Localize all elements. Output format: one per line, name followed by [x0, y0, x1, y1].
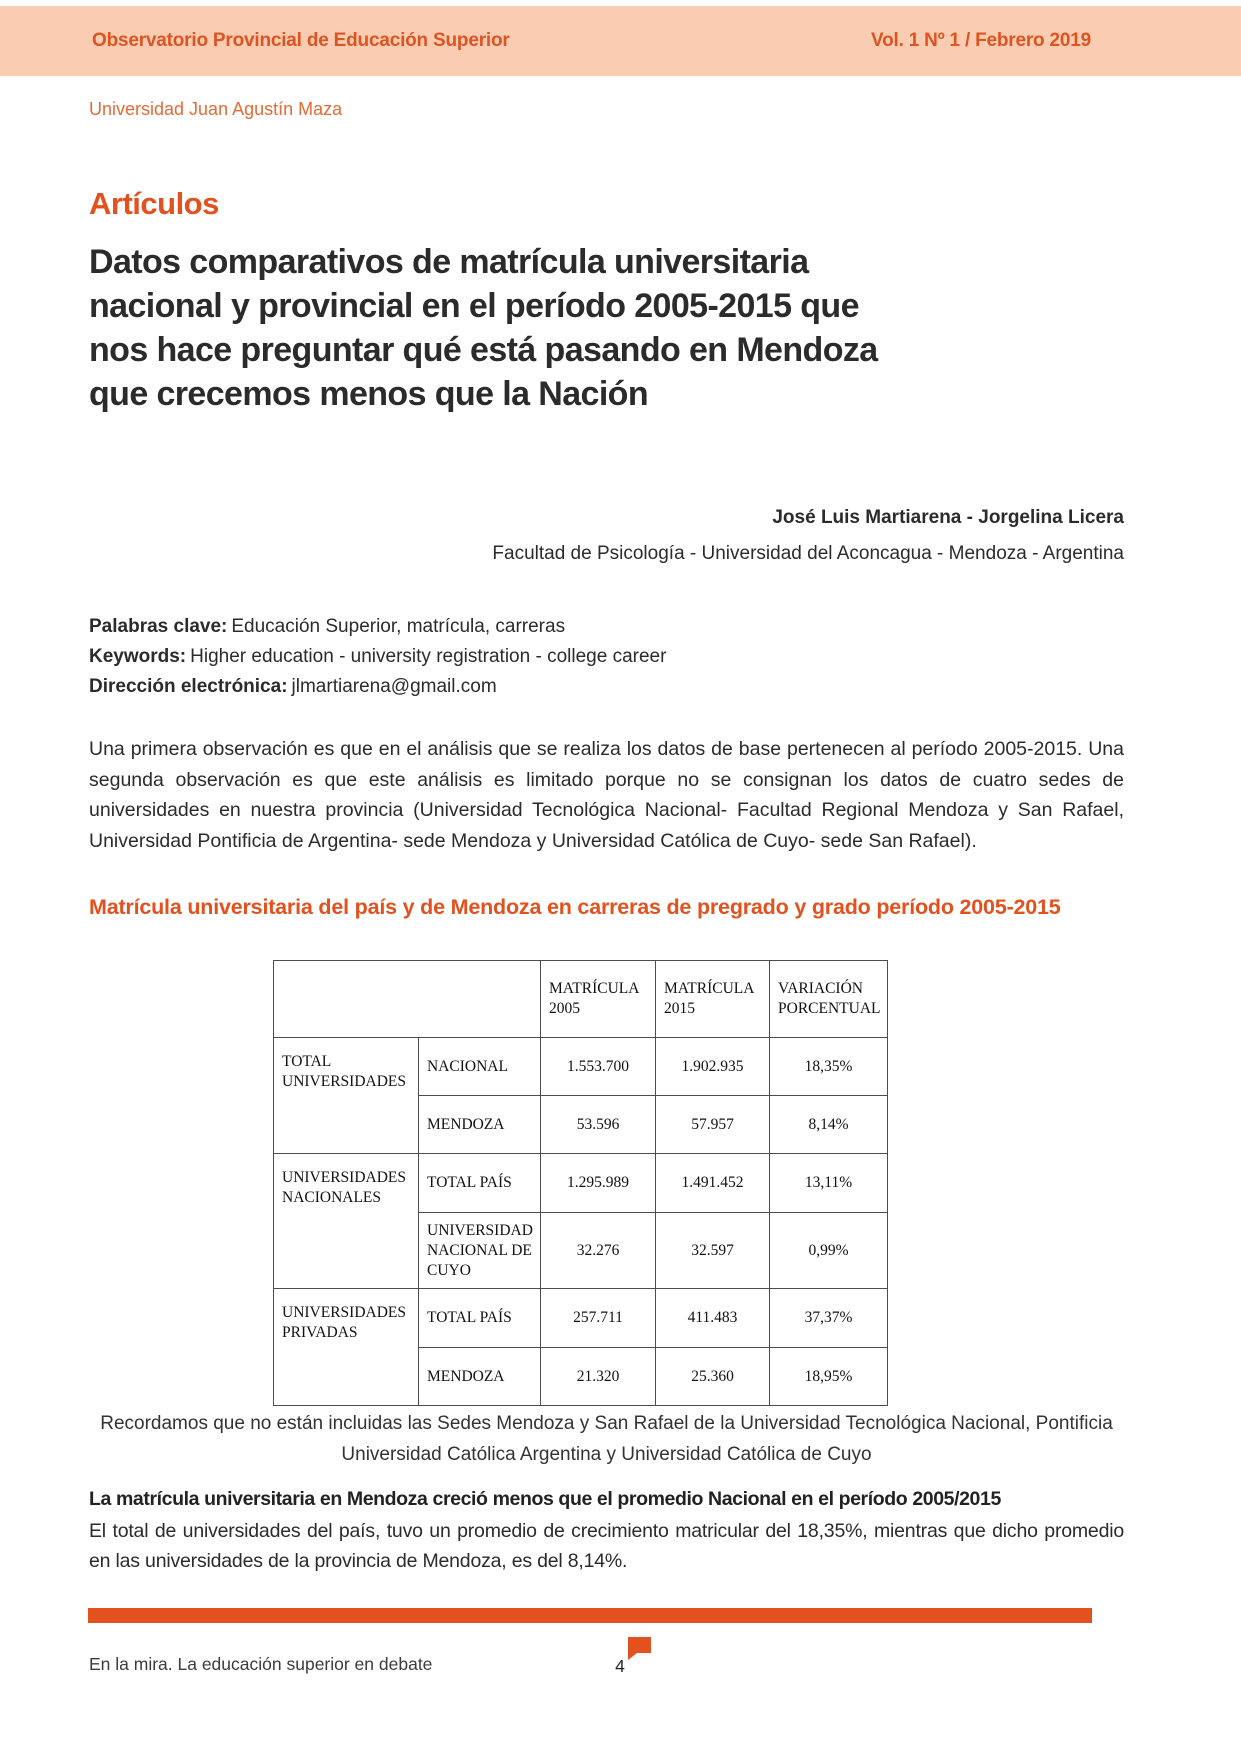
- row-label: MENDOZA: [419, 1096, 541, 1154]
- value-2005: 257.711: [541, 1289, 656, 1348]
- affiliation: Facultad de Psicología - Universidad del Aconcagua - Mendoza - Argentina: [492, 543, 1124, 564]
- value-2015: 1.902.935: [656, 1038, 770, 1096]
- value-2005: 1.553.700: [541, 1038, 656, 1096]
- value-2015: 57.957: [656, 1096, 770, 1154]
- university-name: Universidad Juan Agustín Maza: [89, 99, 343, 119]
- authors: José Luis Martiarena - Jorgelina Licera: [772, 507, 1124, 528]
- footer-accent-bar: [88, 1608, 1092, 1623]
- page-number: 4: [615, 1656, 625, 1676]
- volume-issue-date: Vol. 1 Nº 1 / Febrero 2019: [871, 30, 1091, 51]
- article-title-line: nos hace preguntar qué está pasando en Mendoza: [89, 331, 878, 369]
- col-header-matricula-2005: MATRÍCULA 2005: [541, 961, 656, 1038]
- article-title-line: Datos comparativos de matrícula universitaria: [89, 243, 809, 281]
- article-meta: [89, 612, 666, 702]
- meta-line-palabras-clave: [89, 612, 666, 642]
- conclusion-heading: La matrícula universitaria en Mendoza creció menos que el promedio Nacional en el período 2005/2015: [89, 1488, 1001, 1510]
- article-title-line: nacional y provincial en el período 2005-2015 que: [89, 287, 859, 325]
- enrollment-table: [273, 960, 888, 1406]
- value-2005: 53.596: [541, 1096, 656, 1154]
- value-2015: 1.491.452: [656, 1154, 770, 1213]
- value-2015: 411.483: [656, 1289, 770, 1348]
- row-label: MENDOZA: [419, 1348, 541, 1406]
- table-header-row: [274, 961, 888, 1038]
- value-2005: 1.295.989: [541, 1154, 656, 1213]
- article-title-line: que crecemos menos que la Nación: [89, 375, 648, 413]
- row-label: TOTAL PAÍS: [419, 1154, 541, 1213]
- meta-label: Dirección electrónica:: [89, 676, 288, 697]
- table-caption: Recordamos que no están incluidas las Sedes Mendoza y San Rafael de la Universidad Tecnológica Nacional, Pontificia Universidad Católica Argentina y Universidad Católica de Cuyo: [100, 1413, 1113, 1465]
- footer-journal-title: En la mira. La educación superior en debate: [89, 1654, 433, 1674]
- blank-header-cell: [274, 961, 541, 1038]
- row-label: TOTAL PAÍS: [419, 1289, 541, 1348]
- col-header-variacion: VARIACIÓN PORCENTUAL: [770, 961, 888, 1038]
- page-header-band: [0, 6, 1241, 76]
- meta-value: Higher education - university registration - college career: [190, 646, 667, 667]
- intro-paragraph: Una primera observación es que en el análisis que se realiza los datos de base pertenecen al período 2005-2015. Una segunda observación es que este análisis es limitado porque no se consignan los datos de cuatro sedes de universidades en nuestra provincia (Universidad Tecnológica Nacional- Facultad Regional Mendoza y San Rafael, Universidad Pontificia de Argentina- sede Mendoza y Universidad Católica de Cuyo- sede San Rafael).: [89, 738, 1124, 852]
- value-variation: 18,95%: [770, 1348, 888, 1406]
- row-label: NACIONAL: [419, 1038, 541, 1096]
- value-2005: 32.276: [541, 1213, 656, 1289]
- value-variation: 0,99%: [770, 1213, 888, 1289]
- value-variation: 8,14%: [770, 1096, 888, 1154]
- meta-value: Educación Superior, matrícula, carreras: [231, 616, 566, 637]
- value-variation: 18,35%: [770, 1038, 888, 1096]
- col-header-matricula-2015: MATRÍCULA 2015: [656, 961, 770, 1038]
- meta-label: Keywords:: [89, 646, 187, 667]
- table-section-heading: Matrícula universitaria del país y de Mendoza en carreras de pregrado y grado período 2005-2015: [89, 895, 1061, 919]
- value-variation: 13,11%: [770, 1154, 888, 1213]
- section-label: Artículos: [89, 186, 219, 221]
- byline: [492, 500, 1124, 572]
- row-label: UNIVERSIDAD NACIONAL DE CUYO: [419, 1213, 541, 1289]
- group-cell: UNIVERSIDADES PRIVADAS: [274, 1289, 419, 1406]
- table-row: [274, 1289, 888, 1348]
- value-2015: 32.597: [656, 1213, 770, 1289]
- article-title: [89, 240, 1129, 416]
- value-variation: 37,37%: [770, 1289, 888, 1348]
- meta-line-email: [89, 672, 666, 702]
- group-cell: UNIVERSIDADES NACIONALES: [274, 1154, 419, 1289]
- journal-name: Observatorio Provincial de Educación Superior: [92, 30, 510, 51]
- value-2005: 21.320: [541, 1348, 656, 1406]
- table-row: [274, 1154, 888, 1213]
- meta-label: Palabras clave:: [89, 616, 228, 637]
- table-row: [274, 1038, 888, 1096]
- meta-line-keywords: [89, 642, 666, 672]
- value-2015: 25.360: [656, 1348, 770, 1406]
- conclusion-text: El total de universidades del país, tuvo un promedio de crecimiento matricular del 18,35%, mientras que dicho promedio en las universidades de la provincia de Mendoza, es del 8,14%.: [89, 1520, 1124, 1572]
- group-cell: TOTAL UNIVERSIDADES: [274, 1038, 419, 1154]
- email-address: jlmartiarena@gmail.com: [291, 676, 497, 697]
